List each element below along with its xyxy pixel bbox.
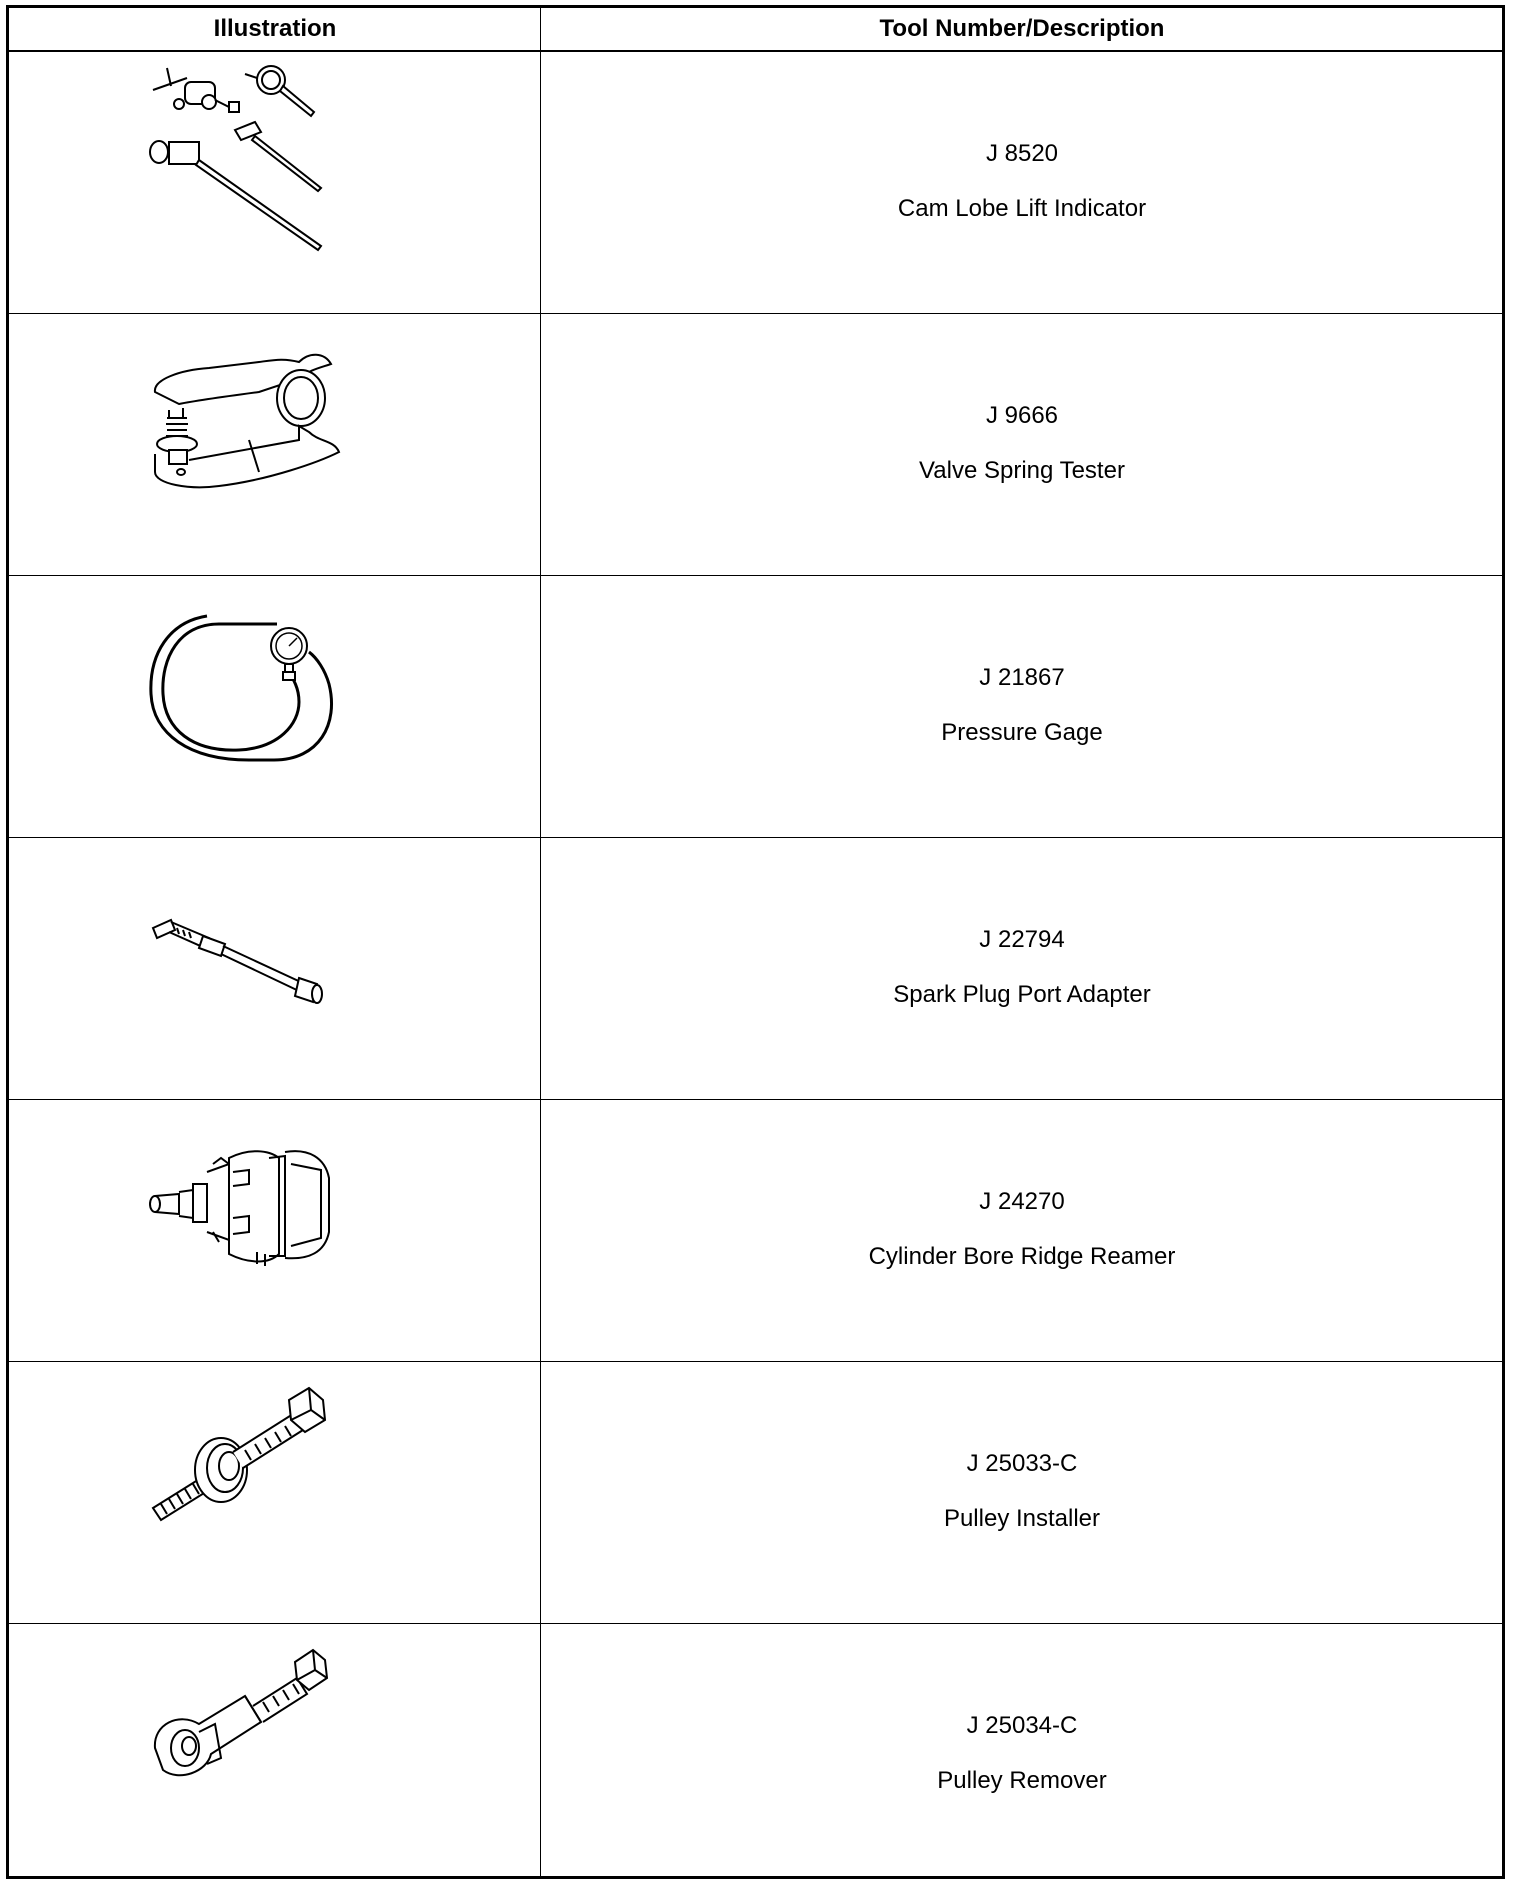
tool-description: Cam Lobe Lift Indicator <box>897 195 1147 222</box>
header-illustration: Illustration <box>213 15 337 42</box>
tool-number: J 22794 <box>979 926 1065 953</box>
table-row <box>9 838 1502 1100</box>
tool-cell <box>542 52 1502 313</box>
illustration-cell <box>9 1624 540 1886</box>
illustration-cell <box>9 576 540 837</box>
tool-number: J 24270 <box>979 1188 1065 1215</box>
tool-cell <box>542 1100 1502 1361</box>
tool-cell <box>542 314 1502 575</box>
illustration-cell <box>9 314 540 575</box>
valve-spring-tester-icon <box>149 322 409 567</box>
table-row <box>9 314 1502 576</box>
tool-number: J 25033-C <box>966 1450 1078 1477</box>
tools-table <box>6 5 1505 1879</box>
table-row <box>9 1362 1502 1624</box>
tool-number: J 25034-C <box>966 1712 1078 1739</box>
tool-description: Valve Spring Tester <box>919 457 1125 484</box>
table-header <box>9 8 1502 52</box>
tool-number: J 9666 <box>985 402 1059 429</box>
illustration-cell <box>9 1362 540 1623</box>
spark-plug-port-adapter-icon <box>149 846 409 1091</box>
cylinder-bore-ridge-reamer-icon <box>149 1108 409 1353</box>
table-row <box>9 576 1502 838</box>
table-row <box>9 1624 1502 1886</box>
tool-description: Cylinder Bore Ridge Reamer <box>868 1243 1176 1270</box>
tool-description: Pressure Gage <box>941 719 1103 746</box>
table-row <box>9 52 1502 314</box>
table-row <box>9 1100 1502 1362</box>
tool-cell <box>542 838 1502 1099</box>
illustration-cell <box>9 1100 540 1361</box>
tool-number: J 21867 <box>979 664 1065 691</box>
tool-description: Pulley Remover <box>937 1767 1107 1794</box>
pulley-installer-icon <box>149 1370 409 1615</box>
pressure-gage-icon <box>149 584 409 829</box>
illustration-cell <box>9 838 540 1099</box>
pulley-remover-icon <box>149 1632 409 1877</box>
illustration-cell <box>9 52 540 313</box>
tool-description: Pulley Installer <box>943 1505 1101 1532</box>
tool-cell <box>542 1362 1502 1623</box>
header-tool-description: Tool Number/Description <box>879 15 1165 42</box>
tool-cell <box>542 576 1502 837</box>
tool-description: Spark Plug Port Adapter <box>893 981 1151 1008</box>
tool-cell <box>542 1624 1502 1886</box>
tool-number: J 8520 <box>985 140 1059 167</box>
cam-lobe-lift-indicator-icon <box>149 60 409 305</box>
